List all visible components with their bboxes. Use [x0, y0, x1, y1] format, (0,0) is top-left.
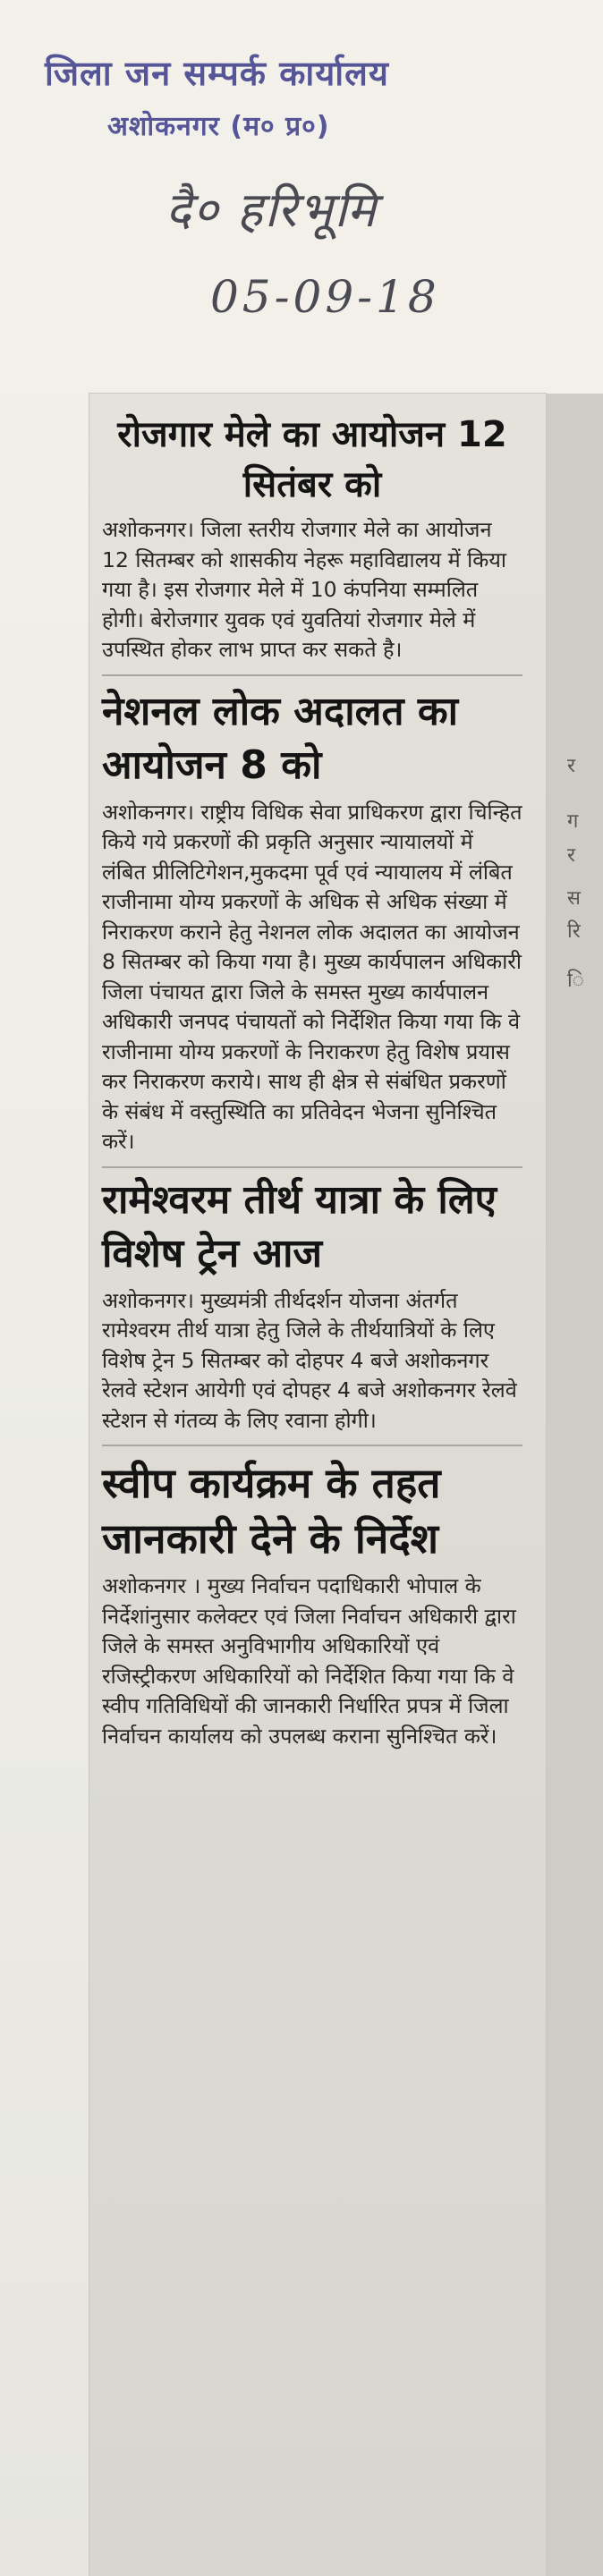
- news-article: [102, 1168, 522, 1436]
- newspaper-clipping: [89, 394, 546, 2576]
- article-body: अशोकनगर। मुख्यमंत्री तीर्थदर्शन योजना अंतर्गत रामेश्वरम तीर्थ यात्रा हेतु जिले के तीर्थयात्रियों के लिए विशेष ट्रेन 5 सितम्बर को दोहपर 4 बजे अशोकनगर रेलवे स्टेशन आयेगी एवं दोपहर 4 बजे अशोकनगर रेलवे स्टेशन से गंतव्य के लिए रवाना होगी।: [102, 1287, 517, 1433]
- edge-char: स: [567, 887, 581, 910]
- newspaper-name: दै० हरिभूमि: [166, 182, 378, 238]
- news-article: [102, 1446, 522, 1751]
- edge-char: र: [567, 844, 575, 867]
- article-headline: स्वीप कार्यक्रम के तहत जानकारी देने के निर्देश: [102, 1459, 441, 1563]
- article-headline: नेशनल लोक अदालत का आयोजन 8 को: [102, 688, 459, 788]
- edge-char: ि: [567, 970, 584, 992]
- article-body: अशोकनगर। राष्ट्रीय विधिक सेवा प्राधिकरण द्वारा चिन्हित किये गये प्रकरणों की प्रकृति अनुसार न्यायालयों में लंबित प्रीलिटिगेशन,मुकदमा पूर्व एवं न्यायालय में लंबित राजीनामा योग्य प्रकरणों के अधिक से अधिक संख्या में निराकरण कराने हेतु नेशनल लोक अदालत का आयोजन 8 सितम्बर को किया गया है। मुख्य कार्यपालन अधिकारी जिला पंचायत द्वारा जिले के समस्त मुख्य कार्यपालन अधिकारी जनपद पंचायतों को निर्देशित किया गया कि वे राजीनामा योग्य प्रकरणों के निराकरण हेतु विशेष प्रयास कर निराकरण कराये। साथ ही क्षेत्र से संबंधित प्रकरणों के संबंध में वस्तुस्थिति का प्रतिवेदन भेजना सुनिश्चित करें।: [102, 799, 522, 1154]
- article-body: अशोकनगर । मुख्य निर्वाचन पदाधिकारी भोपाल के निर्देशांनुसार कलेक्टर एवं जिला निर्वाचन अधिकारी द्वारा जिले के समस्त अनुविभागीय अधिकारियों एवं रजिस्ट्रीकरण अधिकारियों को निर्देशित किया गया कि वे स्वीप गतिविधियों की जानकारी निर्धारित प्रपत्र में जिला निर्वाचन कार्यालय को उपलब्ध कराना सुनिश्चित करें।: [102, 1573, 516, 1749]
- edge-char: ग: [567, 810, 579, 833]
- edge-char: र: [567, 755, 575, 777]
- edge-char: रि: [567, 920, 581, 943]
- handwritten-note: [166, 179, 440, 326]
- article-headline: रामेश्वरम तीर्थ यात्रा के लिए विशेष ट्रेन आज: [102, 1176, 497, 1276]
- article-headline: रोजगार मेले का आयोजन 12 सितंबर को: [117, 414, 507, 505]
- stamp-office-name: जिला जन सम्पर्क कार्यालय: [45, 54, 389, 93]
- news-article: [102, 676, 522, 1157]
- article-body: अशोकनगर। जिला स्तरीय रोजगार मेले का आयोजन 12 सितम्बर को शासकीय नेहरू महाविद्यालय में किया गया है। इस रोजगार मेले में 10 कंपनिया सम्मलित होगी। बेरोजगार युवक एवं युवतियां रोजगार मेले में उपस्थित होकर लाभ प्राप्त कर सकते है।: [102, 517, 506, 662]
- news-article: [102, 394, 522, 665]
- stamp-location: अशोकनगर (म० प्र०): [107, 111, 330, 142]
- news-column: [102, 394, 522, 1757]
- clipping-date: 05-09-18: [210, 271, 440, 323]
- office-stamp: [45, 52, 510, 147]
- adjacent-column-edge: [546, 394, 603, 2576]
